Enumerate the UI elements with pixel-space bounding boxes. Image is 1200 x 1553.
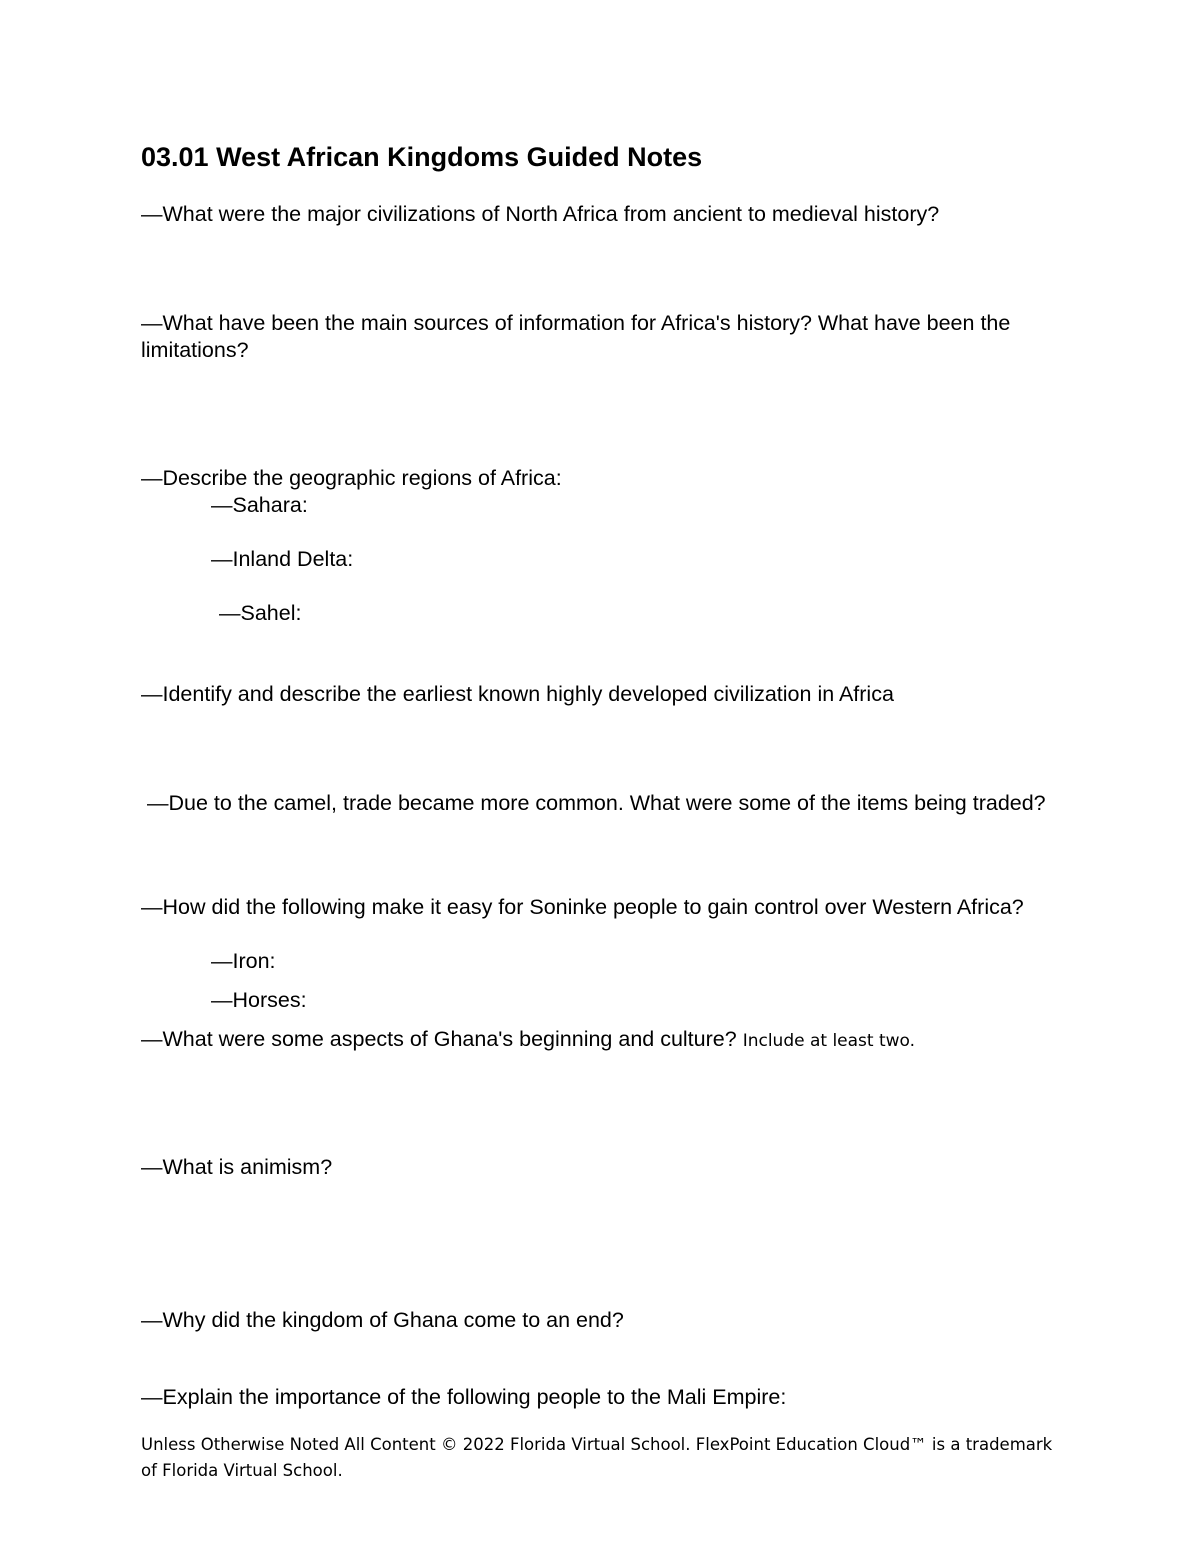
question-north-africa-civilizations: —What were the major civilizations of North Africa from ancient to medieval history? [141, 202, 940, 226]
question-ghana-end: —Why did the kingdom of Ghana come to an end? [141, 1308, 624, 1332]
question-ghana-culture [141, 1026, 1071, 1055]
question-sources-of-information: —What have been the main sources of information for Africa's history? What have been the limitations? [141, 311, 1011, 362]
sub-item-sahara: —Sahara: [211, 493, 308, 517]
copyright-footer: Unless Otherwise Noted All Content © 2022 Florida Virtual School. FlexPoint Education Cloud™ is a trademark of Florida Virtual School. [141, 1435, 1053, 1480]
sub-item-horses: —Horses: [211, 988, 307, 1012]
question-ghana-culture-note: Include at least two. [742, 1031, 916, 1051]
sub-item-iron: —Iron: [211, 949, 276, 973]
sub-item-inland-delta: —Inland Delta: [211, 547, 354, 571]
question-ghana-culture-text: —What were some aspects of Ghana's beginning and culture? [141, 1027, 737, 1051]
question-animism: —What is animism? [141, 1155, 333, 1179]
question-soninke-control: —How did the following make it easy for Soninke people to gain control over Western Africa? [141, 895, 1024, 919]
question-earliest-civilization: —Identify and describe the earliest known highly developed civilization in Africa [141, 682, 894, 706]
question-mali-people: —Explain the importance of the following people to the Mali Empire: [141, 1385, 787, 1409]
question-camel-trade: —Due to the camel, trade became more common. What were some of the items being traded? [147, 791, 1046, 815]
sub-item-sahel: —Sahel: [219, 601, 302, 625]
question-geographic-regions: —Describe the geographic regions of Africa: [141, 466, 562, 490]
page-title: 03.01 West African Kingdoms Guided Notes [141, 142, 703, 172]
